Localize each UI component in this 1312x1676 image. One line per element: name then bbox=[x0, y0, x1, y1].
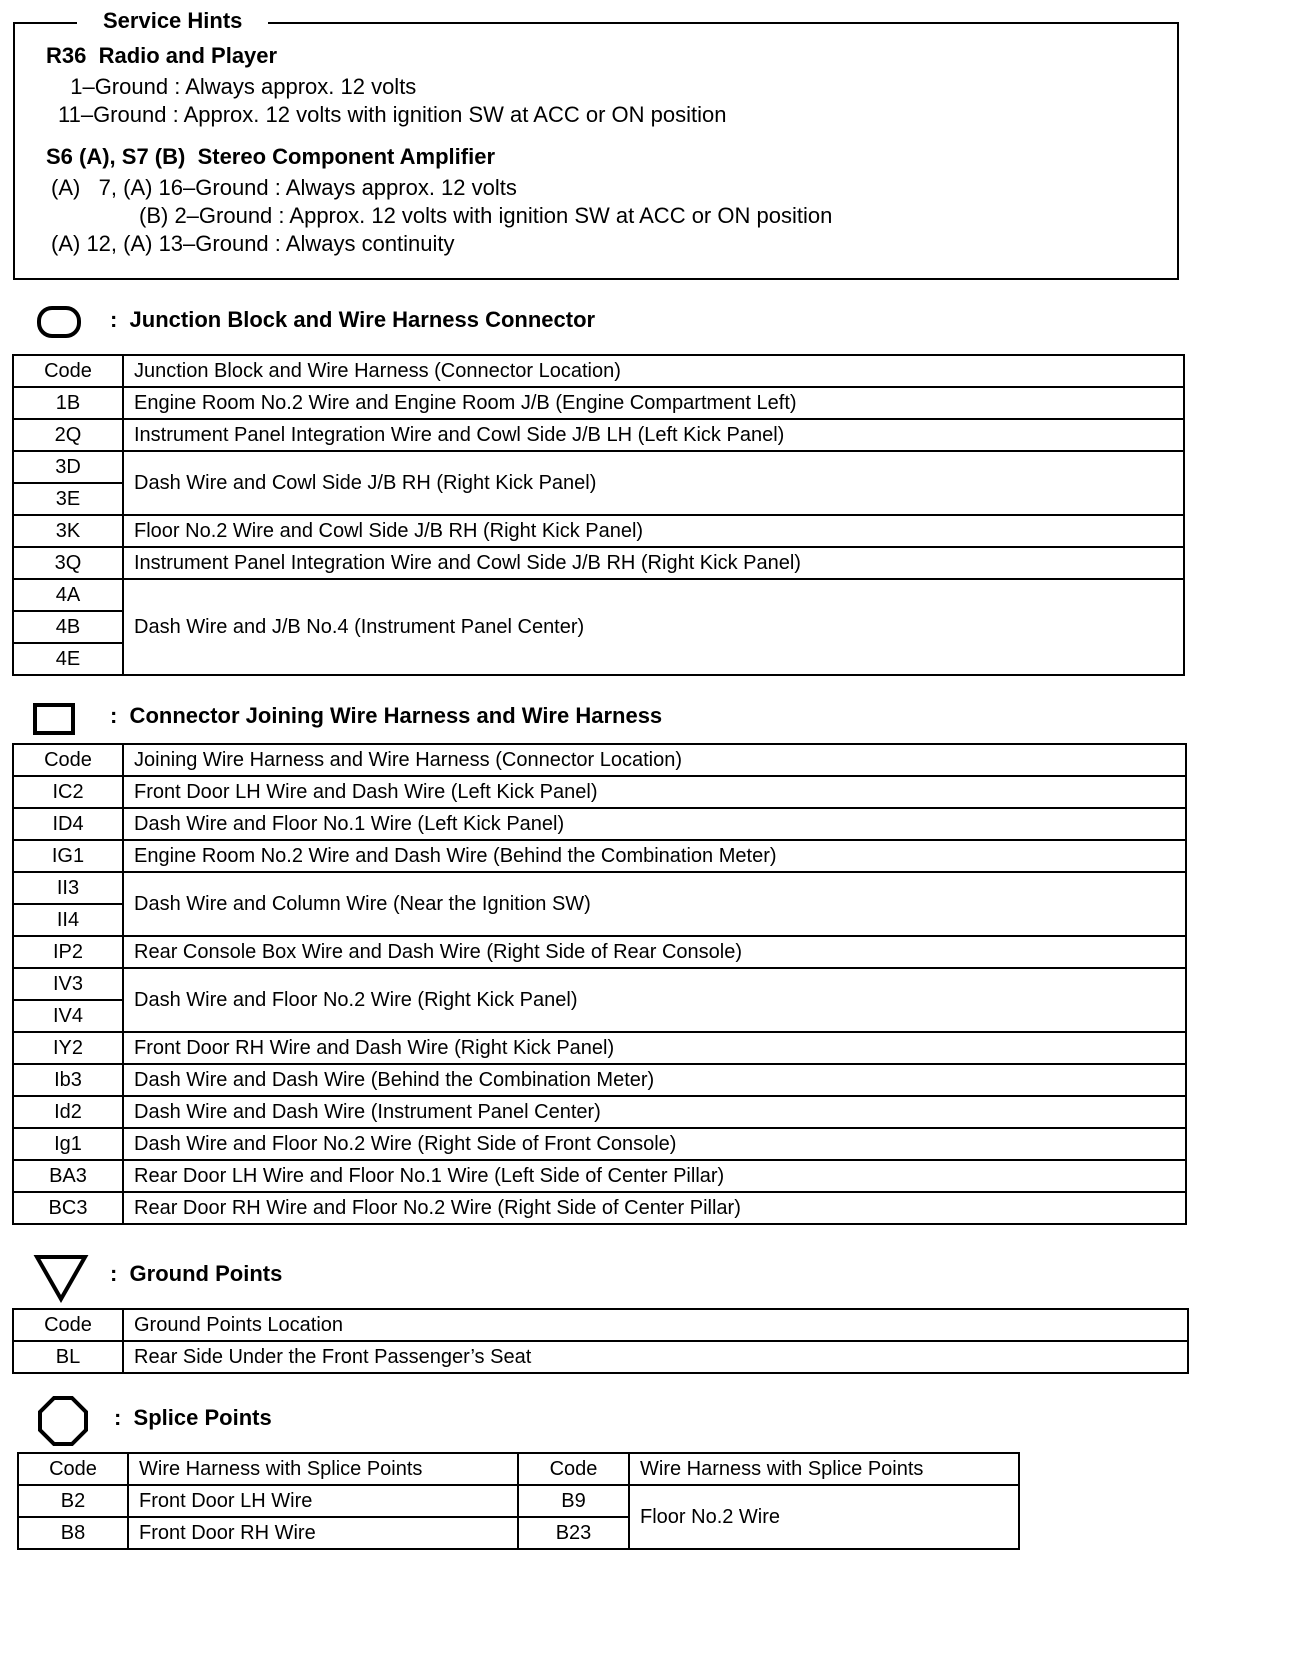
table-row bbox=[13, 1128, 1186, 1160]
table-row bbox=[13, 579, 1184, 611]
row-code: 4B bbox=[13, 611, 123, 643]
row-desc: Dash Wire and Column Wire (Near the Ignition SW) bbox=[123, 872, 1186, 936]
table-row bbox=[13, 1064, 1186, 1096]
col-code-header-2: Code bbox=[518, 1453, 629, 1485]
row-code: BA3 bbox=[13, 1160, 123, 1192]
row-code: 3K bbox=[13, 515, 123, 547]
row-code: IP2 bbox=[13, 936, 123, 968]
col-desc-header: Wire Harness with Splice Points bbox=[128, 1453, 518, 1485]
row-desc: Floor No.2 Wire bbox=[629, 1485, 1019, 1549]
table-row bbox=[13, 1096, 1186, 1128]
row-code: 3Q bbox=[13, 547, 123, 579]
row-code: IC2 bbox=[13, 776, 123, 808]
table-row bbox=[13, 1032, 1186, 1064]
junction-block-heading: : Junction Block and Wire Harness Connector bbox=[110, 307, 596, 332]
row-desc: Engine Room No.2 Wire and Dash Wire (Behind the Combination Meter) bbox=[123, 840, 1186, 872]
row-desc: Dash Wire and Dash Wire (Behind the Combination Meter) bbox=[123, 1064, 1186, 1096]
col-code-header: Code bbox=[18, 1453, 128, 1485]
s6s7-hint-2: (B) 2–Ground : Approx. 12 volts with ignition SW at ACC or ON position bbox=[139, 203, 833, 228]
row-desc: Instrument Panel Integration Wire and Cowl Side J/B RH (Right Kick Panel) bbox=[123, 547, 1184, 579]
row-desc: Front Door RH Wire bbox=[128, 1517, 518, 1549]
row-code: 1B bbox=[13, 387, 123, 419]
table-row bbox=[13, 936, 1186, 968]
row-code: Ib3 bbox=[13, 1064, 123, 1096]
s6s7-heading: S6 (A), S7 (B) Stereo Component Amplifier bbox=[46, 144, 496, 169]
row-code: BC3 bbox=[13, 1192, 123, 1224]
s6s7-hint-1: (A) 7, (A) 16–Ground : Always approx. 12 volts bbox=[51, 175, 517, 200]
row-code: IV4 bbox=[13, 1000, 123, 1032]
table-row bbox=[13, 1192, 1186, 1224]
table-row bbox=[13, 451, 1184, 483]
table-header-row bbox=[13, 1309, 1188, 1341]
service-hints-title: Service Hints bbox=[77, 6, 268, 36]
row-code: II3 bbox=[13, 872, 123, 904]
row-desc: Front Door LH Wire and Dash Wire (Left Kick Panel) bbox=[123, 776, 1186, 808]
splice-points-table bbox=[17, 1452, 1020, 1550]
row-code: IY2 bbox=[13, 1032, 123, 1064]
col-desc-header-2: Wire Harness with Splice Points bbox=[629, 1453, 1019, 1485]
row-desc: Front Door RH Wire and Dash Wire (Right Kick Panel) bbox=[123, 1032, 1186, 1064]
row-code: B2 bbox=[18, 1485, 128, 1517]
row-desc: Dash Wire and Cowl Side J/B RH (Right Kick Panel) bbox=[123, 451, 1184, 515]
row-code: B9 bbox=[518, 1485, 629, 1517]
row-code: B8 bbox=[18, 1517, 128, 1549]
table-header-row bbox=[18, 1453, 1019, 1485]
row-desc: Front Door LH Wire bbox=[128, 1485, 518, 1517]
table-row bbox=[13, 808, 1186, 840]
table-row bbox=[13, 840, 1186, 872]
table-row bbox=[13, 1160, 1186, 1192]
row-code: IV3 bbox=[13, 968, 123, 1000]
col-code-header: Code bbox=[13, 1309, 123, 1341]
table-row bbox=[13, 968, 1186, 1000]
col-code-header: Code bbox=[13, 355, 123, 387]
row-code: 3E bbox=[13, 483, 123, 515]
row-code: 2Q bbox=[13, 419, 123, 451]
table-row bbox=[13, 515, 1184, 547]
row-code: 4A bbox=[13, 579, 123, 611]
table-row bbox=[13, 1341, 1188, 1373]
row-desc: Engine Room No.2 Wire and Engine Room J/B (Engine Compartment Left) bbox=[123, 387, 1184, 419]
connector-heading: : Connector Joining Wire Harness and Wire Harness bbox=[110, 703, 663, 728]
junction-block-table bbox=[12, 354, 1185, 676]
row-desc: Dash Wire and Floor No.1 Wire (Left Kick Panel) bbox=[123, 808, 1186, 840]
table-row bbox=[13, 387, 1184, 419]
table-row bbox=[18, 1485, 1019, 1517]
table-header-row bbox=[13, 355, 1184, 387]
col-desc-header: Joining Wire Harness and Wire Harness (Connector Location) bbox=[123, 744, 1186, 776]
col-desc-header: Ground Points Location bbox=[123, 1309, 1188, 1341]
r36-heading: R36 Radio and Player bbox=[46, 43, 278, 68]
row-code: IG1 bbox=[13, 840, 123, 872]
row-code: Id2 bbox=[13, 1096, 123, 1128]
row-desc: Dash Wire and J/B No.4 (Instrument Panel Center) bbox=[123, 579, 1184, 675]
table-header-row bbox=[13, 744, 1186, 776]
junction-block-symbol-icon bbox=[37, 305, 83, 339]
col-desc-header: Junction Block and Wire Harness (Connector Location) bbox=[123, 355, 1184, 387]
row-code: 3D bbox=[13, 451, 123, 483]
table-row bbox=[13, 419, 1184, 451]
row-desc: Dash Wire and Floor No.2 Wire (Right Kick Panel) bbox=[123, 968, 1186, 1032]
ground-point-symbol-icon bbox=[33, 1253, 89, 1303]
row-code: B23 bbox=[518, 1517, 629, 1549]
row-desc: Rear Door LH Wire and Floor No.1 Wire (Left Side of Center Pillar) bbox=[123, 1160, 1186, 1192]
row-code: Ig1 bbox=[13, 1128, 123, 1160]
row-code: ID4 bbox=[13, 808, 123, 840]
connector-symbol-icon bbox=[33, 702, 79, 736]
splice-point-symbol-icon bbox=[37, 1395, 89, 1447]
row-desc: Rear Side Under the Front Passenger’s Seat bbox=[123, 1341, 1188, 1373]
table-row bbox=[13, 776, 1186, 808]
r36-hint-2: 11–Ground : Approx. 12 volts with ignition SW at ACC or ON position bbox=[58, 102, 727, 127]
ground-points-heading: : Ground Points bbox=[110, 1261, 283, 1286]
ground-points-table bbox=[12, 1308, 1189, 1374]
row-code: 4E bbox=[13, 643, 123, 675]
table-row bbox=[13, 872, 1186, 904]
s6s7-hint-3: (A) 12, (A) 13–Ground : Always continuity bbox=[51, 231, 455, 256]
connector-table bbox=[12, 743, 1187, 1225]
table-row bbox=[13, 547, 1184, 579]
r36-hint-1: 1–Ground : Always approx. 12 volts bbox=[58, 74, 417, 99]
row-code: BL bbox=[13, 1341, 123, 1373]
row-desc: Dash Wire and Floor No.2 Wire (Right Side of Front Console) bbox=[123, 1128, 1186, 1160]
row-desc: Instrument Panel Integration Wire and Cowl Side J/B LH (Left Kick Panel) bbox=[123, 419, 1184, 451]
row-desc: Rear Door RH Wire and Floor No.2 Wire (Right Side of Center Pillar) bbox=[123, 1192, 1186, 1224]
row-code: II4 bbox=[13, 904, 123, 936]
col-code-header: Code bbox=[13, 744, 123, 776]
splice-points-heading: : Splice Points bbox=[114, 1405, 272, 1430]
row-desc: Floor No.2 Wire and Cowl Side J/B RH (Right Kick Panel) bbox=[123, 515, 1184, 547]
row-desc: Rear Console Box Wire and Dash Wire (Right Side of Rear Console) bbox=[123, 936, 1186, 968]
row-desc: Dash Wire and Dash Wire (Instrument Panel Center) bbox=[123, 1096, 1186, 1128]
